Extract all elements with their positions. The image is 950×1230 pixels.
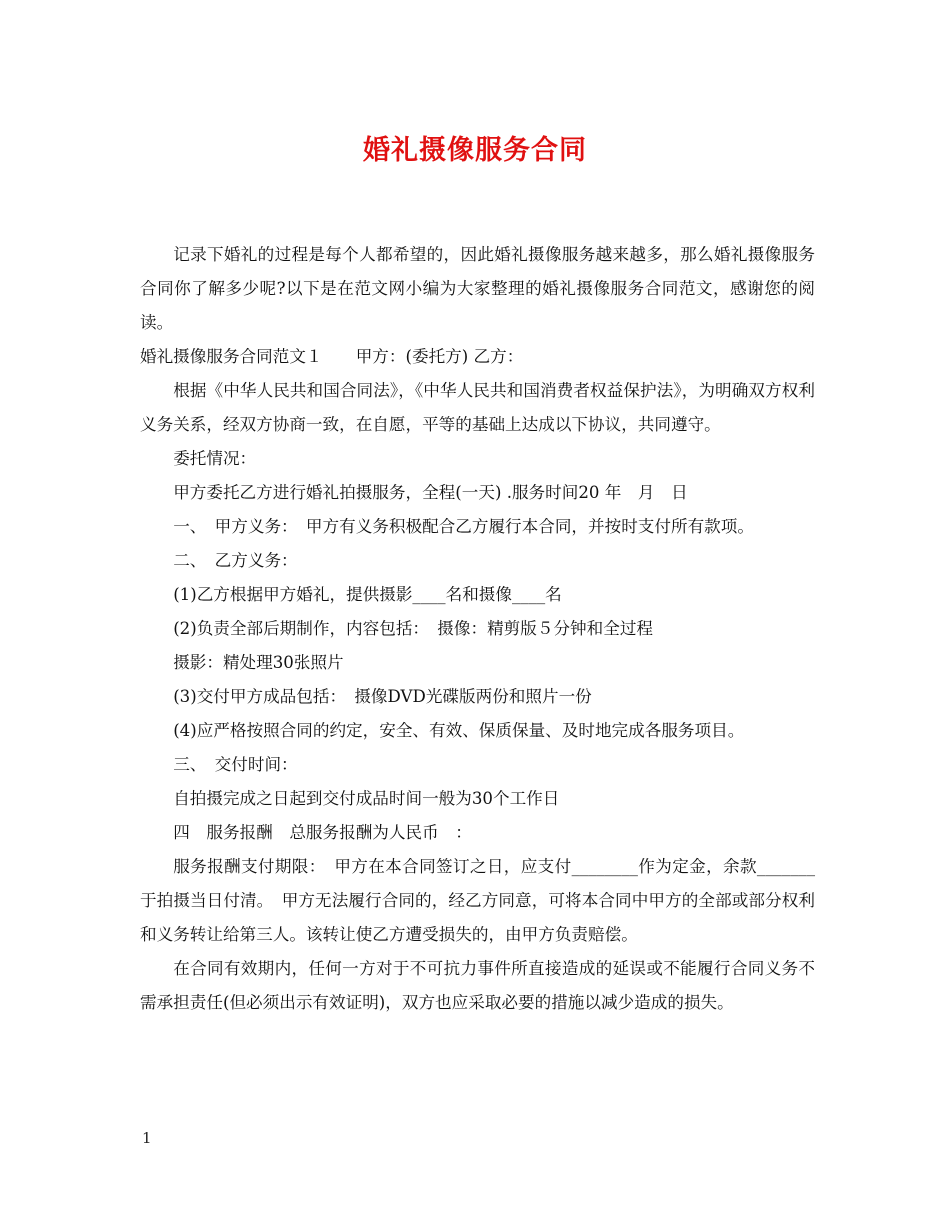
contract-heading-line: 婚礼摄像服务合同范文１ 甲方：(委托方) 乙方： [140, 347, 524, 366]
legal-basis-paragraph: 根据《中华人民共和国合同法》，《中华人民共和国消费者权益保护法》，为明确双方权利义务关系，经双方协商一致，在自愿，平等的基础上达成以下协议，共同遵守。 [140, 381, 815, 434]
document-title: 婚礼摄像服务合同 [363, 135, 587, 166]
page-number: 1 [142, 1129, 152, 1147]
spacer [140, 204, 815, 238]
commission-heading: 委托情况： [173, 449, 257, 468]
party-b-item-2-photo: 摄影：精处理30张照片 [173, 653, 344, 672]
service-fee-heading: 四 服务报酬 总服务报酬为人民币 ： [173, 823, 472, 842]
force-majeure-paragraph: 在合同有效期内，任何一方对于不可抗力事件所直接造成的延误或不能履行合同义务不需承担责任(但必须出示有效证明)，双方也应采取必要的措施以减少造成的损失。 [140, 959, 815, 1012]
intro-paragraph: 记录下婚礼的过程是每个人都希望的，因此婚礼摄像服务越来越多，那么婚礼摄像服务合同你了解多少呢?以下是在范文网小编为大家整理的婚礼摄像服务合同范文，感谢您的阅读。 [140, 245, 815, 332]
party-b-item-1: (1)乙方根据甲方婚礼，提供摄影____名和摄像____名 [173, 585, 562, 604]
party-b-item-3: (3)交付甲方成品包括： 摄像DVD光碟版两份和照片一份 [173, 687, 592, 706]
party-b-obligations-heading: 二、 乙方义务： [173, 551, 298, 570]
delivery-time-heading: 三、 交付时间： [173, 755, 298, 774]
payment-terms-paragraph: 服务报酬支付期限： 甲方在本合同签订之日，应支付________作为定金，余款_______于拍摄当日付清。 甲方无法履行合同的，经乙方同意，可将本合同中甲方的全部或部分权利和义务转让给第三人。该转让使乙方遭受损失的，由甲方负责赔偿。 [140, 857, 815, 944]
party-b-item-4: (4)应严格按照合同的约定，安全、有效、保质保量、及时地完成各服务项目。 [173, 721, 745, 740]
party-b-item-2: (2)负责全部后期制作，内容包括： 摄像：精剪版５分钟和全过程 [173, 619, 654, 638]
delivery-time-detail: 自拍摄完成之日起到交付成品时间一般为30个工作日 [173, 789, 560, 808]
commission-detail: 甲方委托乙方进行婚礼拍摄服务，全程(一天) .服务时间20 年 月 日 [173, 483, 688, 502]
document-body [140, 204, 815, 1020]
party-a-obligations: 一、 甲方义务： 甲方有义务积极配合乙方履行本合同，并按时支付所有款项。 [173, 517, 754, 536]
